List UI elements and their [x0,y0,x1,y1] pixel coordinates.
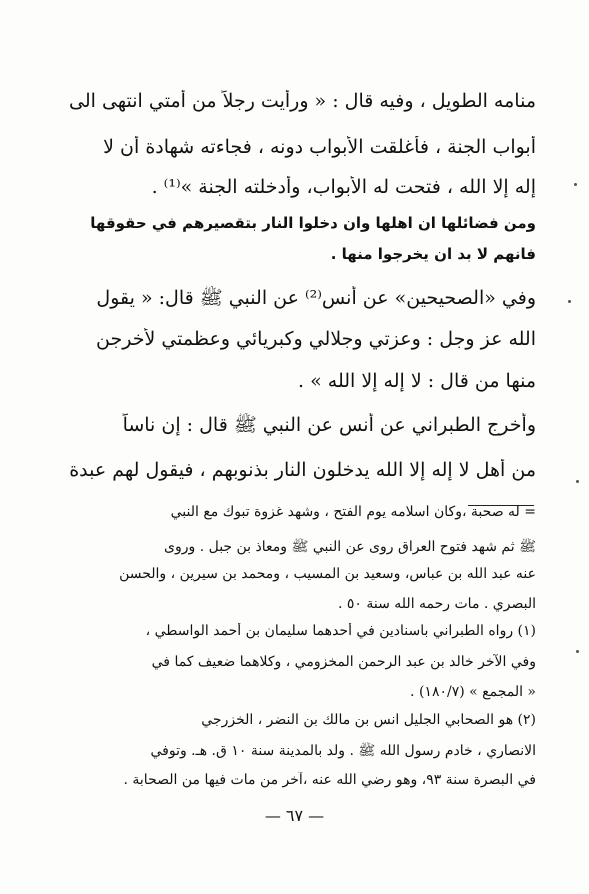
body-line-3: إله إلا الله ، فتحت له الأبواب، وأدخلته الجنة »⁽¹⁾ . [151,176,536,198]
body-line-8: منها من قال : لا إله إلا الله » . [298,370,536,392]
page-number: — ٦٧ — [264,806,325,825]
footnote-line-2: ﷺ ثم شهد فتوح العراق روى عن النبي ﷺ ومعاذ بن جبل . وروى [164,539,536,555]
footnote-line-8: (٢) هو الصحابي الجليل انس بن مالك بن النضر ، الخزرجي [201,712,536,728]
scan-speck [568,300,571,303]
footnote-line-4: البصري . مات رحمه الله سنة ٥٠ . [337,596,536,612]
footnote-line-5: (١) رواه الطبراني باسنادين في أحدهما سليمان بن أحمد الواسطي ، [145,623,536,639]
body-line-4: ومن فضائلها ان اهلها وان دخلوا النار بتقصيرهم في حقوقها [90,214,536,232]
footnote-line-1: = له صحبة ،وكان اسلامه يوم الفتح ، وشهد غزوة تبوك مع النبي [170,504,536,520]
body-line-2: أبواب الجنة ، فأغلقت الأبواب دونه ، فجاءته شهادة أن لا [103,136,536,158]
scan-speck [576,650,579,653]
body-line-1: منامه الطويل ، وفيه قال : « ورأيت رجلاً من أمتي انتهى الى [69,90,536,112]
footnote-line-6: وفي الآخر خالد بن عبد الرحمن المخزومي ، وكلاهما ضعيف كما في [151,654,536,670]
scan-speck [576,480,579,483]
body-line-5: فانهم لا بد ان يخرجوا منها . [330,245,536,263]
footnote-line-3: عنه عبد الله بن عباس، وسعيد بن المسيب ، ومحمد بن سيرين ، والحسن [119,566,536,582]
footnote-line-7: « المجمع » (١٨٠/٧) . [410,684,536,700]
body-line-10: من أهل لا إله إلا الله يدخلون النار بذنوبهم ، فيقول لهم عبدة [69,459,536,481]
footnote-line-9: الانصاري ، خادم رسول الله ﷺ . ولد بالمدينة سنة ١٠ ق. هـ. وتوفي [150,743,536,759]
body-line-6: وفي «الصحيحين» عن أنس⁽²⁾ عن النبي ﷺ قال: « يقول [96,287,536,309]
body-line-7: الله عز وجل : وعزتي وجلالي وكبريائي وعظمتي لأخرجن [96,328,536,350]
body-line-9: وأخرج الطبراني عن أنس عن النبي ﷺ قال : إن ناساً [122,414,536,436]
footnote-line-10: في البصرة سنة ٩٣، وهو رضي الله عنه ،آخر من مات فيها من الصحابة . [123,772,536,788]
scan-speck [574,183,577,186]
